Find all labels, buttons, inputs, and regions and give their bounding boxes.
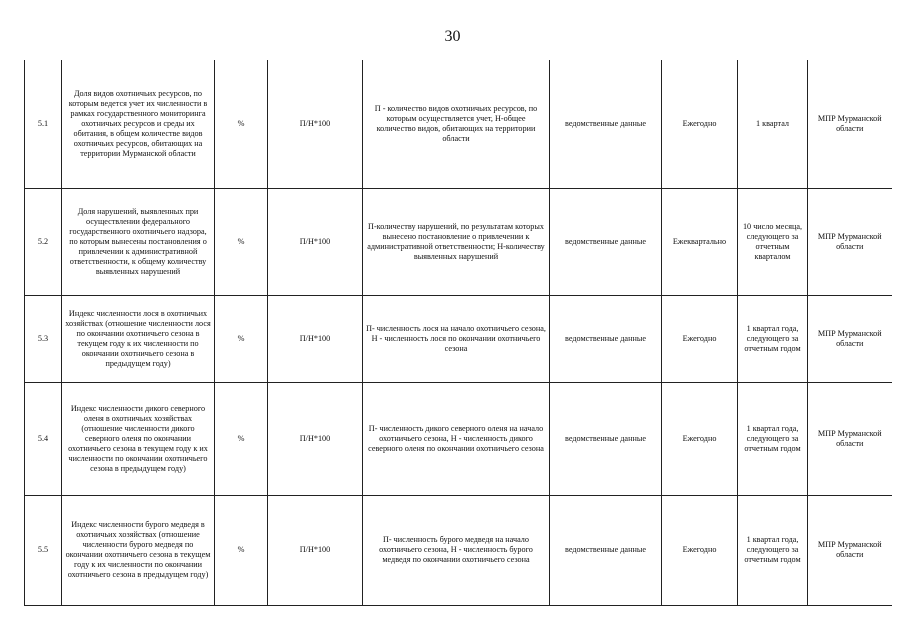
unit-cell: % [215, 295, 268, 382]
frequency-cell: Ежегодно [662, 495, 738, 605]
data-source: ведомственные данные [550, 188, 662, 295]
indicator-name: Индекс численности бурого медведя в охотничьих хозяйствах (отношение численности бурого медведя по окончании охотничьего сезона в текущем году к их численности по окончании охотничьего сезона в предыдущем году) [62, 495, 215, 605]
indicator-name: Индекс численности дикого северного оленя в охотничьих хозяйствах (отношение численности дикого северного оленя по окончании охотничьего сезона в текущем году к их численности по окончании охотничьего сезона в предыдущем году) [62, 382, 215, 495]
table-row [25, 495, 892, 605]
deadline-cell: 1 квартал года, следующего за отчетным годом [738, 382, 808, 495]
page-number: 30 [444, 28, 461, 45]
row-number: 5.5 [25, 495, 62, 605]
deadline-cell: 1 квартал года, следующего за отчетным годом [738, 295, 808, 382]
deadline-cell: 10 число месяца, следующего за отчетным кварталом [738, 188, 808, 295]
row-number: 5.1 [25, 60, 62, 188]
table-row [25, 188, 892, 295]
responsible-cell: МПР Мурманской области [808, 60, 892, 188]
table-row [25, 382, 892, 495]
formula-cell: П/Н*100 [268, 495, 363, 605]
formula-cell: П/Н*100 [268, 382, 363, 495]
unit-cell: % [215, 188, 268, 295]
formula-cell: П/Н*100 [268, 295, 363, 382]
frequency-cell: Ежегодно [662, 60, 738, 188]
data-source: ведомственные данные [550, 60, 662, 188]
data-source: ведомственные данные [550, 382, 662, 495]
formula-description: П- численность лося на начало охотничьего сезона, Н - численность лося по окончании охотничьего сезона [363, 295, 550, 382]
responsible-cell: МПР Мурманской области [808, 382, 892, 495]
frequency-cell: Ежегодно [662, 382, 738, 495]
deadline-cell: 1 квартал [738, 60, 808, 188]
indicators-table [24, 60, 892, 606]
row-number: 5.2 [25, 188, 62, 295]
data-source: ведомственные данные [550, 295, 662, 382]
indicator-name: Доля нарушений, выявленных при осуществлении федерального государственного охотничьего надзора, по которым вынесены постановления о привлечении к административной ответственности, к общему количеству выявленных нарушений [62, 188, 215, 295]
formula-description: П-количеству нарушений, по результатам которых вынесено постановление о привлечении к административной ответственности; Н-количеству выявленных нарушений [363, 188, 550, 295]
table-row [25, 60, 892, 188]
responsible-cell: МПР Мурманской области [808, 188, 892, 295]
formula-cell: П/Н*100 [268, 188, 363, 295]
unit-cell: % [215, 382, 268, 495]
responsible-cell: МПР Мурманской области [808, 295, 892, 382]
formula-description: П - количество видов охотничьих ресурсов, по которым осуществляется учет, Н-общее количество видов, обитающих на территории области [363, 60, 550, 188]
row-number: 5.4 [25, 382, 62, 495]
formula-description: П- численность дикого северного оленя на начало охотничьего сезона, Н - численность дикого северного оленя по окончании охотничьего сезона [363, 382, 550, 495]
responsible-cell: МПР Мурманской области [808, 495, 892, 605]
indicator-name: Индекс численности лося в охотничьих хозяйствах (отношение численности лося по окончании охотничьего сезона в текущем году к их численности по окончании охотничьего сезона в предыдущем году) [62, 295, 215, 382]
data-source: ведомственные данные [550, 495, 662, 605]
table-row [25, 295, 892, 382]
frequency-cell: Ежегодно [662, 295, 738, 382]
formula-cell: П/Н*100 [268, 60, 363, 188]
unit-cell: % [215, 60, 268, 188]
indicator-name: Доля видов охотничьих ресурсов, по которым ведется учет их численности в рамках государственного мониторинга охотничьих ресурсов и среды их обитания, в общем количестве видов охотничьих ресурсов, обитающих на территории Мурманской области [62, 60, 215, 188]
formula-description: П- численность бурого медведя на начало охотничьего сезона, Н - численность бурого медведя по окончании охотничьего сезона [363, 495, 550, 605]
unit-cell: % [215, 495, 268, 605]
row-number: 5.3 [25, 295, 62, 382]
frequency-cell: Ежеквартально [662, 188, 738, 295]
deadline-cell: 1 квартал года, следующего за отчетным годом [738, 495, 808, 605]
